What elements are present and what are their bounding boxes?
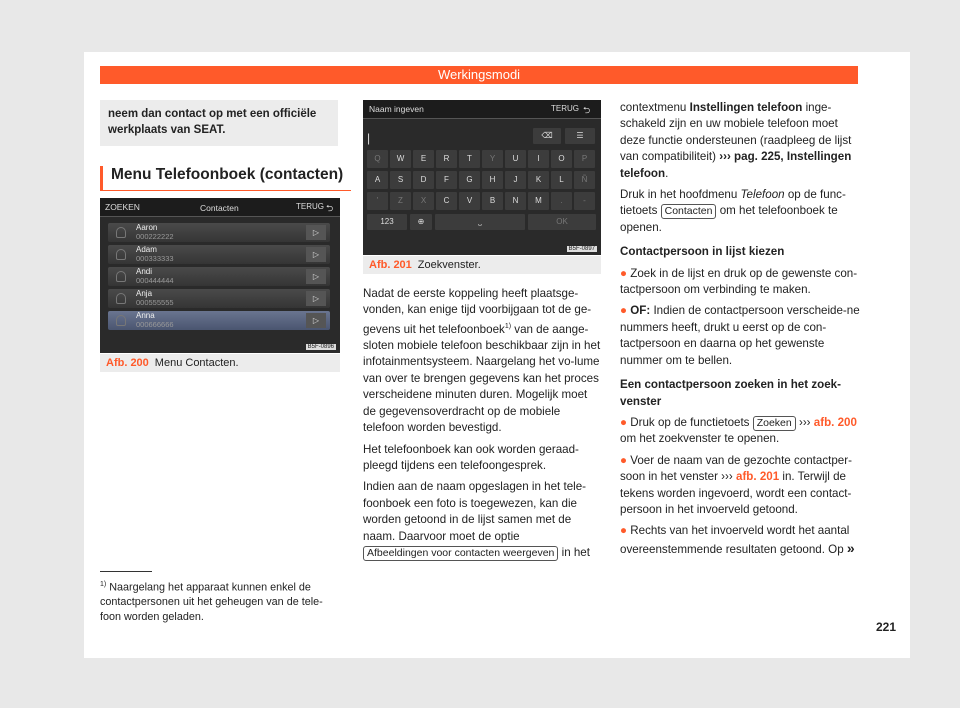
caption-text: Zoekvenster. <box>417 259 481 271</box>
right-column <box>620 100 860 563</box>
figure-link[interactable]: afb. 201 <box>736 470 780 484</box>
keyboard-key[interactable]: J <box>505 171 526 189</box>
back-button[interactable]: TERUG <box>296 202 324 211</box>
space-key[interactable]: ⎵ <box>435 214 525 230</box>
bullet-item: ● Rechts van het invoerveld wordt het aantal overeenstemmende resultaten getoond. Op » <box>620 524 855 556</box>
page-number: 221 <box>876 620 897 634</box>
figure-link[interactable]: afb. 200 <box>813 415 857 429</box>
screen-title: Naam ingeven <box>369 104 424 114</box>
bullet-item: ● OF: Indien de contactpersoon verscheide-ne nummers heeft, drukt u eerst op de con-tactpersoon en daarna op het gewenste nummer om te bellen. <box>620 304 860 367</box>
contact-name: Adam <box>136 245 157 254</box>
globe-icon[interactable]: ⊕ <box>410 214 432 230</box>
keyboard-key[interactable]: . <box>551 192 572 210</box>
contact-name: Andi <box>136 267 153 276</box>
keyboard-key[interactable]: B <box>482 192 503 210</box>
ok-key[interactable]: OK <box>528 214 596 230</box>
contact-name: Anja <box>136 289 153 298</box>
keyboard-key[interactable]: W <box>390 150 411 168</box>
contact-number: 000666666 <box>136 320 174 329</box>
keyboard-key[interactable]: L <box>551 171 572 189</box>
back-arrow-icon: ⮌ <box>583 105 591 115</box>
figure-contacts-screen <box>100 198 340 353</box>
footnote: $^{1)}$ Naargelang het apparaat kunnen enkel de contactpersonen uit het geheugen van de tele-foon worden geladen. <box>100 581 323 623</box>
contact-row[interactable] <box>108 267 330 286</box>
text-input-field[interactable]: | <box>367 131 371 145</box>
play-icon[interactable]: ▷ <box>306 269 326 284</box>
contacts-button[interactable]: Contacten <box>661 204 717 219</box>
list-icon[interactable]: ☰ <box>565 128 595 144</box>
keyboard-key[interactable]: N <box>505 192 526 210</box>
screen-title: Contacten <box>200 203 239 213</box>
footnote-rule <box>100 571 152 572</box>
figure-code: B5F-0896 <box>307 344 334 350</box>
contact-number: 000333333 <box>136 254 174 263</box>
keyboard-key[interactable]: A <box>367 171 388 189</box>
keyboard-key[interactable]: F <box>436 171 457 189</box>
keyboard-key[interactable]: Q <box>367 150 388 168</box>
figure-caption <box>106 357 239 369</box>
keyboard-key[interactable]: V <box>459 192 480 210</box>
subheading: Contactpersoon in lijst kiezen <box>620 245 785 259</box>
contact-row[interactable] <box>108 245 330 264</box>
figure-number: Afb. 200 <box>106 357 149 369</box>
keyboard-key[interactable]: G <box>459 171 480 189</box>
play-icon[interactable]: ▷ <box>306 247 326 262</box>
continue-arrow: » <box>846 539 855 556</box>
avatar-icon <box>116 249 126 260</box>
contact-number: 000222222 <box>136 232 174 241</box>
keyboard-key[interactable]: E <box>413 150 434 168</box>
avatar-icon <box>116 271 126 282</box>
subheading: Een contactpersoon zoeken in het zoek-venster <box>620 378 841 408</box>
play-icon[interactable]: ▷ <box>306 225 326 240</box>
back-button[interactable]: TERUG <box>551 104 579 113</box>
keyboard-key[interactable]: Y <box>482 150 503 168</box>
keyboard-key[interactable]: Z <box>390 192 411 210</box>
page-header: Werkingsmodi <box>100 66 858 84</box>
contact-number: 000555555 <box>136 298 174 307</box>
paragraph: Nadat de eerste koppeling heeft plaatsge-vonden, kan enige tijd voorbijgaan tot de ge-gevens uit het telefoonboek$^{1)}$ van de aange-sloten mobiele telefoon beschikbaar zijn in het infotainmentsysteem. Naargelang het vo-lume van over te brengen gegevens kan het proces verscheidene minuten duren. Mogelijk moet de gegevensoverdracht op de mobiele telefoon worden bevestigd. <box>363 287 601 435</box>
option-button[interactable]: Afbeeldingen voor contacten weergeven <box>363 546 558 561</box>
keyboard-key[interactable]: Ñ <box>574 171 595 189</box>
keyboard-key[interactable]: O <box>551 150 572 168</box>
contact-number: 000444444 <box>136 276 174 285</box>
search-tab[interactable]: ZOEKEN <box>105 202 140 212</box>
contact-name: Anna <box>136 311 155 320</box>
figure-number: Afb. 201 <box>369 259 412 271</box>
key-123[interactable]: 123 <box>367 214 407 230</box>
keyboard-key[interactable]: X <box>413 192 434 210</box>
contact-row[interactable] <box>108 289 330 308</box>
keyboard-key[interactable]: S <box>390 171 411 189</box>
figure-code: B5F-0897 <box>568 246 595 252</box>
keyboard-key[interactable]: C <box>436 192 457 210</box>
keyboard-key[interactable]: K <box>528 171 549 189</box>
contact-name: Aaron <box>136 223 158 232</box>
keyboard-key[interactable]: I <box>528 150 549 168</box>
search-button[interactable]: Zoeken <box>753 416 796 431</box>
middle-column <box>363 286 601 566</box>
contact-row[interactable] <box>108 311 330 330</box>
avatar-icon <box>116 315 126 326</box>
note-box: neem dan contact op met een officiële werkplaats van SEAT. <box>100 100 338 146</box>
avatar-icon <box>116 293 126 304</box>
keyboard-key[interactable]: ' <box>367 192 388 210</box>
play-icon[interactable]: ▷ <box>306 291 326 306</box>
bullet-item: ● Zoek in de lijst en druk op de gewenste con-tactpersoon om verbinding te maken. <box>620 266 858 297</box>
play-icon[interactable]: ▷ <box>306 313 326 328</box>
paragraph: Indien aan de naam opgeslagen in het tele-foonboek een foto is toegewezen, kan die worden getoond in de lijst samen met de naam. Daarvoor moet de optie Afbeeldingen voor contacten weergeven in het <box>363 480 590 559</box>
figure-caption <box>369 259 481 271</box>
bullet-item: ● Druk op de functietoets Zoeken ››› afb. 200 om het zoekvenster te openen. <box>620 415 857 446</box>
keyboard-key[interactable]: D <box>413 171 434 189</box>
figure-keyboard-screen <box>363 100 601 255</box>
keyboard-key[interactable]: H <box>482 171 503 189</box>
avatar-icon <box>116 227 126 238</box>
keyboard-key[interactable]: R <box>436 150 457 168</box>
bullet-item: ● Voer de naam van de gezochte contactper-soon in het venster ››› afb. 201 in. Terwijl de tekens worden ingevoerd, wordt een contact-persoon in het invoerveld getoond. <box>620 453 852 516</box>
page-link[interactable]: ››› pag. 225, Instellingen telefoon <box>620 150 852 180</box>
back-arrow-icon: ⮌ <box>326 203 334 213</box>
keyboard-key[interactable]: M <box>528 192 549 210</box>
section-title: Menu Telefoonboek (contacten) <box>100 166 351 191</box>
paragraph: contextmenu Instellingen telefoon inge-schakeld zijn en uw mobiele telefoon moet deze functie ondersteunen (raadpleeg de lijst van compatibiliteit) ››› pag. 225, Instellingen telefoon. <box>620 101 852 180</box>
keyboard-key[interactable]: T <box>459 150 480 168</box>
keyboard-key[interactable]: - <box>574 192 595 210</box>
keyboard-key[interactable]: U <box>505 150 526 168</box>
paragraph: Druk in het hoofdmenu Telefoon op de func-tietoets Contacten om het telefoonboek te openen. <box>620 188 846 234</box>
caption-text: Menu Contacten. <box>154 357 239 369</box>
paragraph: Het telefoonboek kan ook worden geraad-pleegd tijdens een telefoongesprek. <box>363 442 579 472</box>
contact-row[interactable] <box>108 223 330 242</box>
keyboard-key[interactable]: P <box>574 150 595 168</box>
backspace-icon[interactable]: ⌫ <box>533 128 561 144</box>
